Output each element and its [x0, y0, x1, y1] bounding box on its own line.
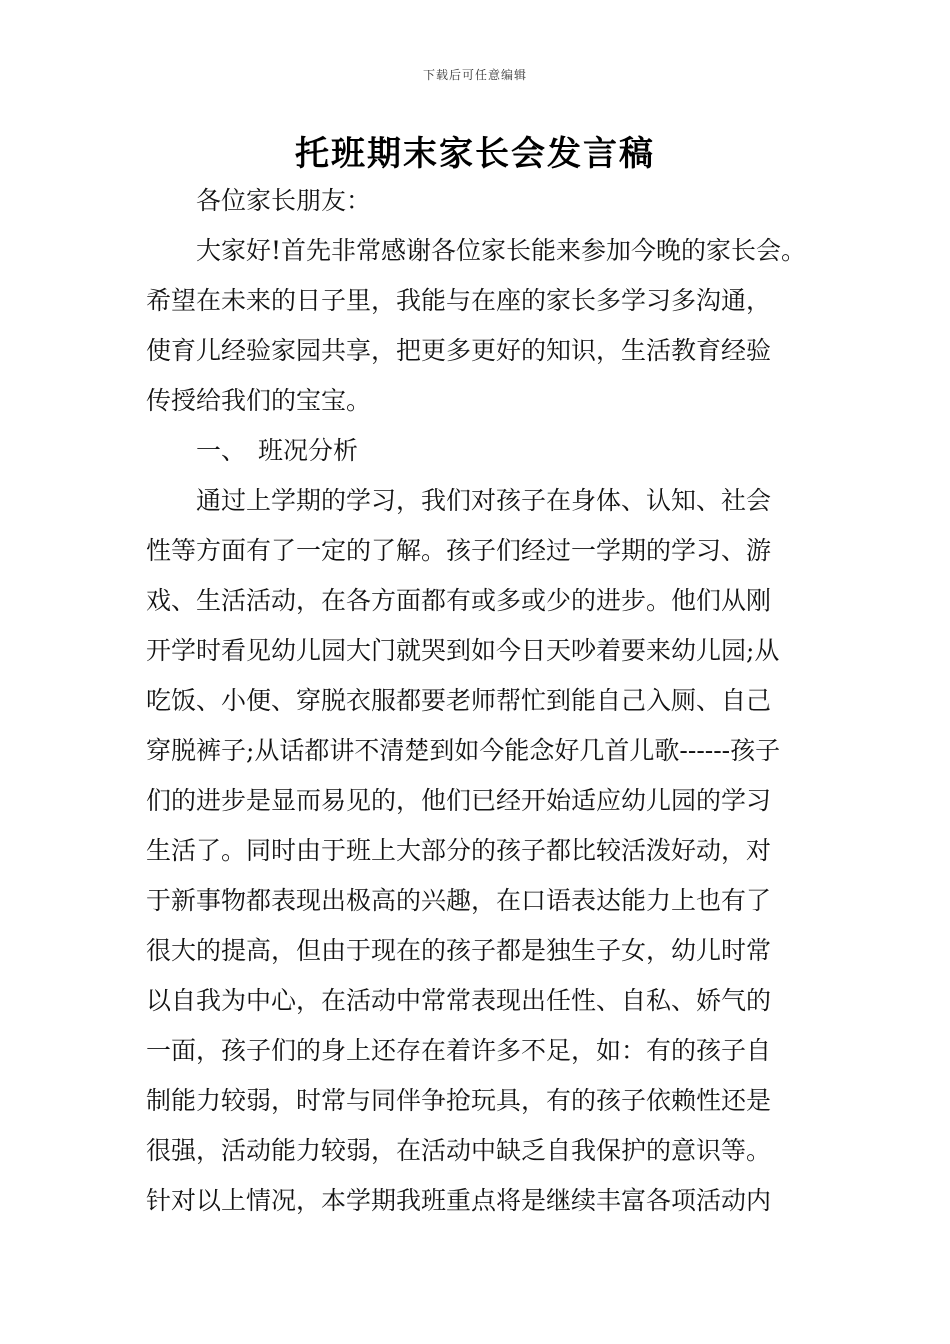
- paragraph-line: 使育儿经验家园共享，把更多更好的知识，生活教育经验: [146, 336, 772, 365]
- document-title: 托班期末家长会发言稿: [295, 134, 655, 174]
- paragraph-line: 大家好!首先非常感谢各位家长能来参加今晚的家长会。: [196, 236, 807, 265]
- paragraph-line: 通过上学期的学习，我们对孩子在身体、认知、社会: [196, 486, 772, 515]
- paragraph-line: 穿脱裤子;从话都讲不清楚到如今能念好几首儿歌------孩子: [146, 736, 781, 765]
- greeting-line: 各位家长朋友：: [196, 186, 372, 215]
- paragraph-line: 以自我为中心，在活动中常常表现出任性、自私、娇气的: [146, 986, 772, 1015]
- paragraph-line: 戏、生活活动，在各方面都有或多或少的进步。他们从刚: [146, 586, 772, 615]
- paragraph-line: 一面，孩子们的身上还存在着许多不足，如：有的孩子自: [146, 1036, 772, 1065]
- header-note: 下载后可任意编辑: [422, 68, 527, 82]
- section-heading: [146, 426, 812, 476]
- paragraph-line: 制能力较弱，时常与同伴争抢玩具，有的孩子依赖性还是: [146, 1086, 772, 1115]
- paragraph-line: 吃饭、小便、穿脱衣服都要老师帮忙到能自己入厕、自己: [146, 686, 772, 715]
- paragraph-line: 希望在未来的日子里，我能与在座的家长多学习多沟通，: [146, 286, 772, 315]
- paragraph-line: 们的进步是显而易见的，他们已经开始适应幼儿园的学习: [146, 786, 772, 815]
- paragraph-line: 传授给我们的宝宝。: [146, 386, 372, 415]
- paragraph-line: 开学时看见幼儿园大门就哭到如今日天吵着要来幼儿园;从: [146, 636, 780, 665]
- paragraph-line: 很强，活动能力较弱，在活动中缺乏自我保护的意识等。: [146, 1136, 772, 1165]
- paragraph-line: 性等方面有了一定的了解。孩子们经过一学期的学习、游: [146, 536, 772, 565]
- paragraph-line: 于新事物都表现出极高的兴趣，在口语表达能力上也有了: [146, 886, 772, 915]
- paragraph-line: 针对以上情况，本学期我班重点将是继续丰富各项活动内: [146, 1186, 772, 1215]
- document-body: [146, 176, 812, 1226]
- section-number: 一、: [196, 436, 247, 465]
- section-heading-text: 班况分析: [258, 436, 359, 465]
- paragraph-line: 生活了。同时由于班上大部分的孩子都比较活泼好动，对: [146, 836, 772, 865]
- paragraph-line: 很大的提高，但由于现在的孩子都是独生子女，幼儿时常: [146, 936, 772, 965]
